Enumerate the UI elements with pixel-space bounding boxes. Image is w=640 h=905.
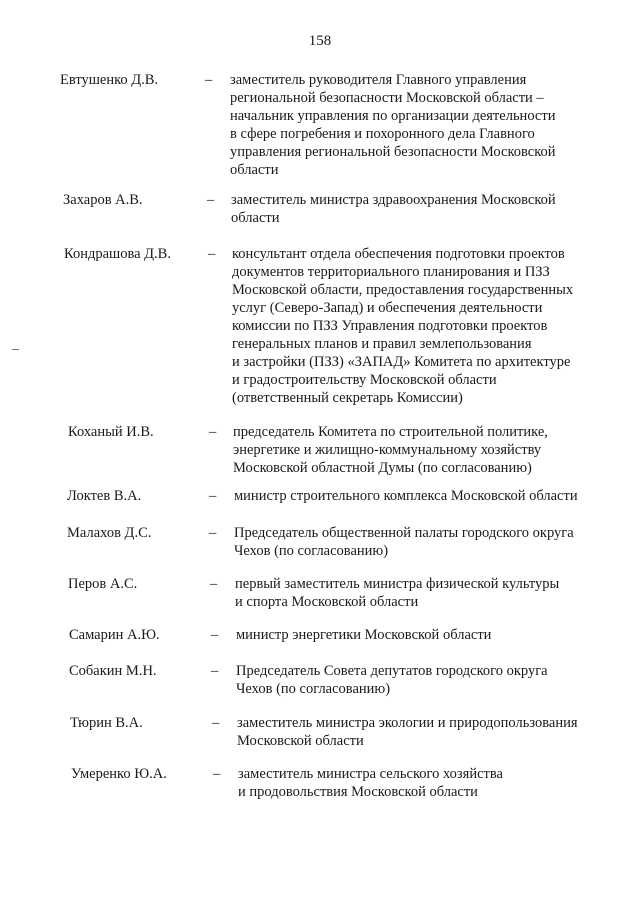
member-name: Собакин М.Н. xyxy=(69,663,157,679)
member-role: министр строительного комплекса Московской области xyxy=(234,488,578,504)
member-name: Перов А.С. xyxy=(68,576,138,592)
member-dash: – xyxy=(213,766,221,782)
member-dash: – xyxy=(209,488,217,504)
member-role: заместитель министра сельского хозяйства и продовольствия Московской области xyxy=(238,766,503,800)
member-role: Председатель общественной палаты городского округа Чехов (по согласованию) xyxy=(234,525,574,559)
member-name: Евтушенко Д.В. xyxy=(60,72,159,88)
member-dash: – xyxy=(211,663,219,679)
member-name: Тюрин В.А. xyxy=(70,715,143,731)
member-role: заместитель министра экологии и природопользования Московской области xyxy=(237,715,578,749)
page-number: 158 xyxy=(308,33,332,49)
member-role: Председатель Совета депутатов городского округа Чехов (по согласованию) xyxy=(236,663,548,697)
member-name: Самарин А.Ю. xyxy=(69,627,160,643)
member-name: Кондрашова Д.В. xyxy=(64,246,171,262)
member-dash: – xyxy=(210,576,218,592)
member-dash: – xyxy=(207,192,215,208)
member-name: Локтев В.А. xyxy=(67,488,142,504)
member-name: Коханый И.В. xyxy=(68,424,154,440)
member-dash: – xyxy=(212,715,220,731)
member-role: заместитель руководителя Главного управления региональной безопасности Московской области – начальник управления по организации деятельности в сфере погребения и похоронного дела Главного управления региональной безопасности Московской области xyxy=(230,72,556,178)
member-role: председатель Комитета по строительной политике, энергетике и жилищно-коммунальному хозяйству Московской областной Думы (по согласованию) xyxy=(233,424,548,476)
member-dash: – xyxy=(208,246,216,262)
member-dash: – xyxy=(205,72,213,88)
member-role: заместитель министра здравоохранения Московской области xyxy=(231,192,556,226)
member-name: Умеренко Ю.А. xyxy=(71,766,167,782)
scan-mark xyxy=(12,349,19,350)
member-role: министр энергетики Московской области xyxy=(236,627,492,643)
member-dash: – xyxy=(209,424,217,440)
member-name: Малахов Д.С. xyxy=(67,525,152,541)
member-role: первый заместитель министра физической культуры и спорта Московской области xyxy=(235,576,560,610)
member-name: Захаров А.В. xyxy=(63,192,143,208)
member-dash: – xyxy=(209,525,217,541)
member-dash: – xyxy=(211,627,219,643)
member-role: консультант отдела обеспечения подготовки проектов документов территориального планирования и ПЗЗ Московской области, предоставления государственных услуг (Северо-Запад) и обеспечения деятельности комиссии по ПЗЗ Управления подготовки проектов генеральных планов и правил землепользования и застройки (ПЗЗ) «ЗАПАД» Комитета по архитектуре и градостроительству Московской области (ответственный секретарь Комиссии) xyxy=(232,246,574,406)
